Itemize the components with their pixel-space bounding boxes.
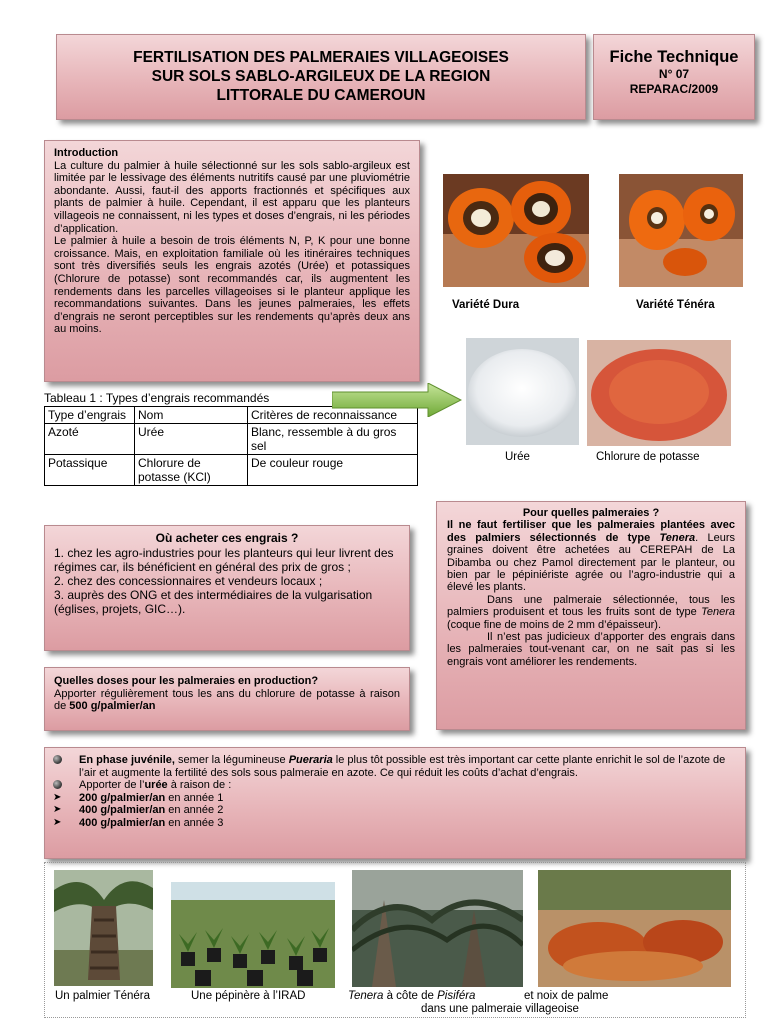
title-line-3: LITTORALE DU CAMEROUN [216, 87, 426, 104]
chlorure-caption: Chlorure de potasse [596, 451, 700, 463]
tenera-pisifera-photo [352, 870, 523, 987]
palmier-tenera-photo [54, 870, 153, 986]
dose-amount: 400 g/palmier/an [79, 804, 166, 816]
pour-para-2-tenera: Tenera [701, 606, 735, 619]
juvenile-text-a: semer la légumineuse [174, 754, 289, 766]
uree-text-a: Apporter de l’ [79, 779, 145, 791]
pour-para-1-rest: . Leurs graines doivent être achetées au CEREPAH de La Dibamba ou chez Pamol directement par le planteur, ou bien par le pépiniériste agrée ou l’agro-industrie qui a élevé les plants. [447, 531, 735, 594]
pour-heading: Pour quelles palmeraies ? [522, 507, 660, 519]
bottom-caption-4: et noix de palme [524, 990, 609, 1002]
chlorure-photo [587, 340, 731, 446]
arrow-bullet-icon: ➤ [53, 804, 62, 815]
arrow-bullet-icon: ➤ [53, 791, 62, 803]
dose-year: en année 2 [165, 804, 224, 816]
doses-amount: 500 g/palmier/an [69, 700, 156, 713]
bottom-caption-2: Une pépinère à l’IRAD [191, 990, 306, 1002]
juvenile-box [44, 747, 746, 859]
tenera-caption: Variété Ténéra [636, 299, 715, 311]
dose-year: en année 3 [165, 816, 224, 829]
table-caption: Tableau 1 : Types d’engrais recommandés [44, 391, 270, 405]
table-header-cell: Critères de reconnaissance [248, 407, 418, 424]
intro-para-2: Le palmier à huile a besoin de trois éléments N, P, K pour une bonne croissance. Mais, en exploitation familiale où les itinéraires techniques sont très diversifiés seuls les engrais azotés (Urée) et potassiques (Chlorure de potasse) sont recommandés car, ils augmentent les rendements dans les parcelles villageoises si le planteur applique les recommandations suivantes. Dans les jeunes palmeraies, les effets d’engrais ne seront perceptibles sur les rendements qu’après deux ans au moins. [54, 235, 410, 336]
table-cell: De couleur rouge [248, 455, 418, 486]
dose-amount: 400 g/palmier/an [79, 816, 166, 829]
table-header-cell: Type d’engrais [45, 407, 135, 424]
table-cell: Urée [135, 424, 248, 455]
pepiniere-photo [171, 882, 335, 988]
dose-amount: 200 g/palmier/an [79, 791, 166, 804]
dose-item [53, 816, 735, 830]
bottom-caption-3 [348, 990, 475, 1002]
table-row [45, 424, 418, 455]
uree-bold: urée [144, 779, 168, 791]
dose-year: en année 1 [165, 791, 224, 804]
pour-para-3: Il n’est pas judicieux d’apporter des engrais dans les palmeraies tout-venant car, on ne sait pas si les engrais vont améliorer les rendements. [447, 631, 735, 668]
fiche-ref: REPARAC/2009 [629, 82, 719, 96]
table-row [45, 455, 418, 486]
pour-para-2 [447, 594, 735, 631]
table-cell: Blanc, ressemble à du gros sel [248, 424, 418, 455]
fiche-title: Fiche Technique [609, 48, 739, 66]
intro-box [44, 140, 420, 382]
pour-para-1 [447, 519, 735, 593]
title-line-2: SUR SOLS SABLO-ARGILEUX DE LA REGION [151, 68, 491, 85]
juvenile-bold: En phase juvénile, [79, 754, 175, 766]
uree-photo [466, 338, 579, 445]
juvenile-bullet-1 [79, 754, 735, 779]
title-box [56, 34, 586, 120]
doses-text-main: Apporter régulièrement tous les ans du chlorure de potasse à raison de [54, 687, 400, 713]
noix-palme-photo [538, 870, 731, 987]
doses-heading: Quelles doses pour les palmeraies en production? [54, 675, 319, 687]
table-cell: Chlorure de potasse (KCl) [135, 455, 248, 486]
juvenile-pueraria: Pueraria [288, 754, 333, 766]
acheter-heading: Où acheter ces engrais ? [155, 531, 299, 545]
uree-text-b: à raison de : [167, 779, 232, 791]
fiche-box [593, 34, 755, 120]
dura-fruit-photo [443, 174, 589, 287]
doses-text [54, 688, 400, 713]
table-cell: Potassique [45, 455, 135, 486]
acheter-box [44, 525, 410, 651]
caption-pisifera: Pisiféra [437, 990, 476, 1002]
pour-tenera: Tenera [659, 531, 696, 544]
bottom-caption-5: dans une palmeraie villageoise [421, 1003, 579, 1015]
acheter-item: 2. chez des concessionnaires et vendeurs locaux ; [54, 574, 323, 588]
caption-cote: à côte de [383, 990, 438, 1002]
acheter-item: 1. chez les agro-industries pour les planteurs qui leur livrent des régimes car, ils bénéficient en général des prix de gros ; [54, 546, 394, 574]
pour-box [436, 501, 746, 730]
table [44, 406, 418, 486]
table-header-cell: Nom [135, 407, 248, 424]
pour-para-2-b: (coque fine de moins de 2 mm d’épaisseur). [447, 618, 661, 631]
intro-para-1: La culture du palmier à huile sélectionné sur les sols sablo-argileux est limitée par le lessivage des éléments nutritifs causé par une pluviométrie abondante. Aussi, faut-il des apports fractionnés et spécifiques aux plants de palmier à huile. Cependant, il est apparu que les planteurs villageois ne connaissent, ni les types et doses d’engrais, ni les périodes d’application. [54, 159, 410, 235]
dura-caption: Variété Dura [452, 299, 520, 311]
doses-box [44, 667, 410, 731]
pour-bold-intro: Il ne faut fertiliser que les palmeraies plantées avec des palmiers sélectionnés de type [447, 519, 735, 544]
fiche-number: N° 07 [658, 67, 690, 81]
round-bullet-icon [53, 755, 62, 764]
acheter-item: 3. auprès des ONG et des intermédiaires de la vulgarisation (églises, projets, GIC…). [54, 588, 373, 616]
caption-tenera: Tenera [348, 990, 384, 1002]
round-bullet-icon [53, 780, 62, 789]
title-line-1: FERTILISATION DES PALMERAIES VILLAGEOISES [133, 49, 509, 66]
uree-caption: Urée [505, 451, 530, 463]
table-cell: Azoté [45, 424, 135, 455]
juvenile-bullet-2 [79, 779, 735, 792]
dose-item [53, 791, 735, 805]
tenera-fruit-photo [619, 174, 743, 287]
green-arrow-icon [332, 383, 462, 417]
arrow-bullet-icon: ➤ [53, 816, 62, 828]
bottom-caption-1: Un palmier Ténéra [55, 990, 151, 1002]
dose-item [53, 804, 735, 817]
juvenile-text-b: le plus tôt possible est très important car cette plante enrichit le sol de l’azote de l’air et augmente la fertilité des sols sous palmeraie en azote. Ce qui réduit les coûts d’achat d’engrais. [79, 754, 726, 779]
pour-para-2-a: Dans une palmeraie sélectionnée, tous les palmiers produisent et tous les fruits sont de type [447, 593, 735, 619]
intro-heading: Introduction [54, 147, 119, 159]
